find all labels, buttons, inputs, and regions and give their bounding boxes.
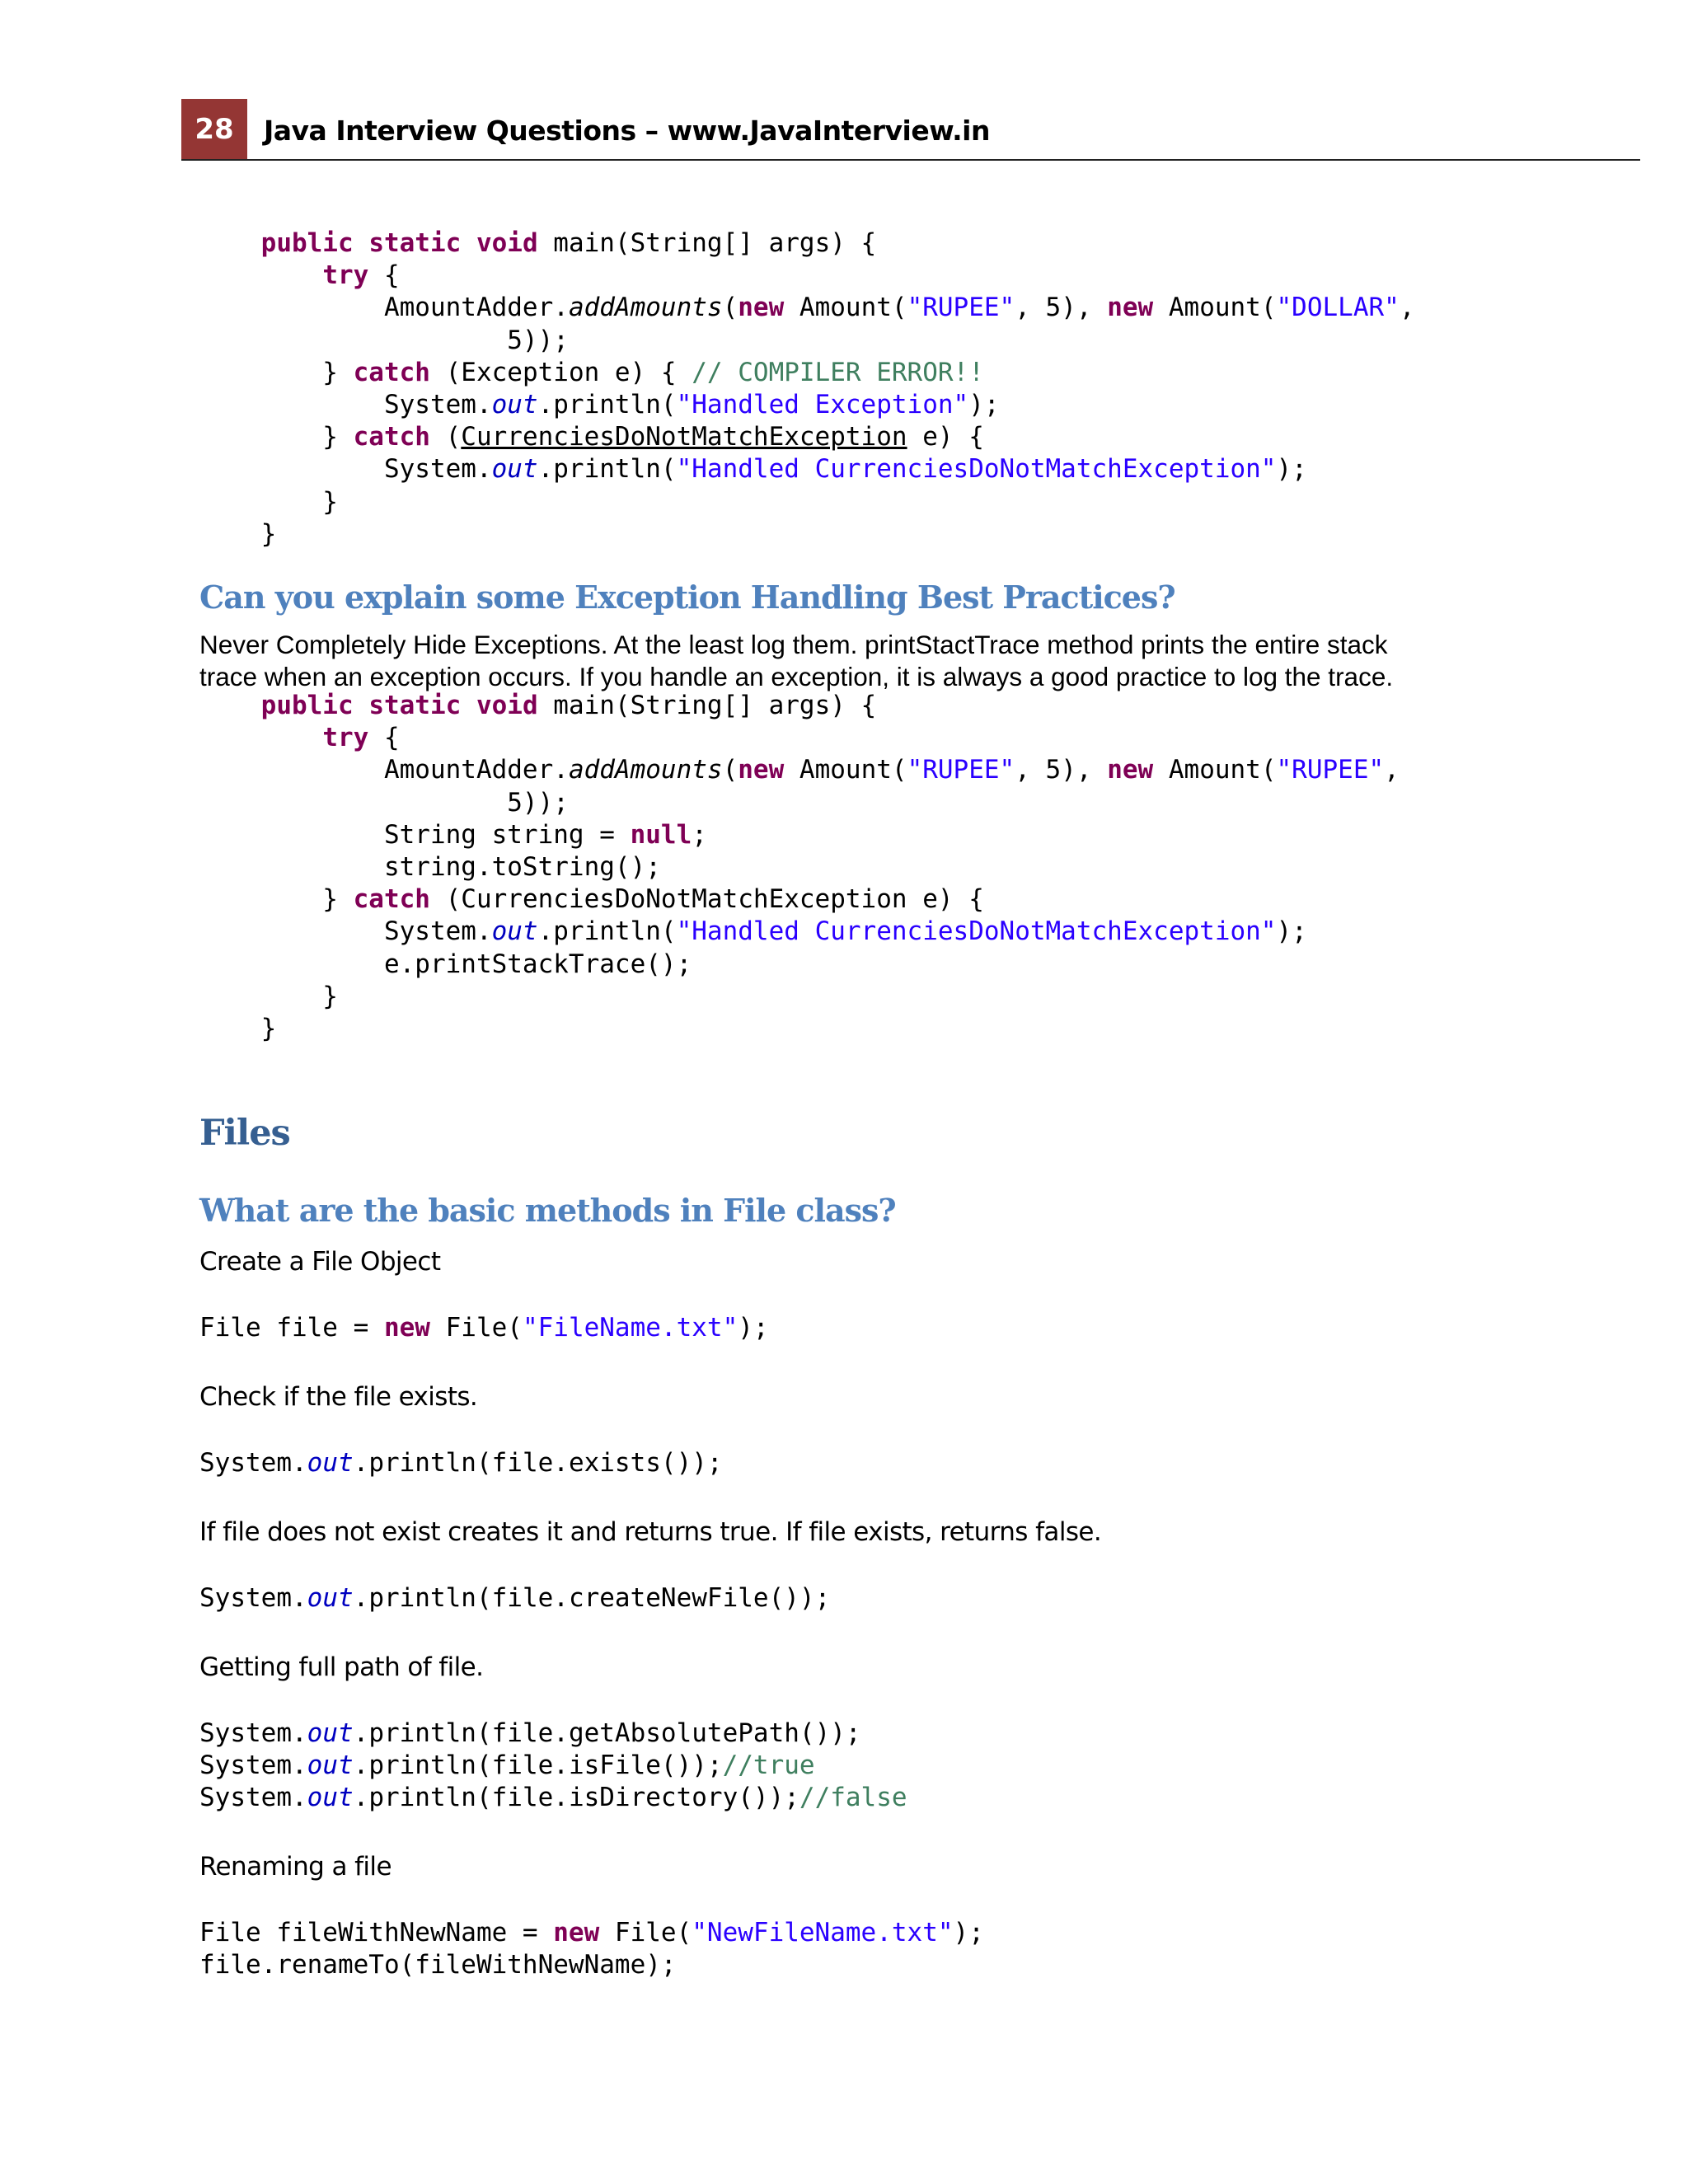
header-rule	[181, 159, 1640, 161]
paragraph-full-path: Getting full path of file.	[199, 1652, 484, 1682]
code-create-file: File file = new File("FileName.txt");	[199, 1313, 769, 1343]
code-create-new-file: System.out.println(file.createNewFile());	[199, 1583, 831, 1613]
code-full-path: System.out.println(file.getAbsolutePath()); System.out.println(file.isFile());//true System.out.println(file.isDirectory());//false	[199, 1718, 907, 1813]
code-rename-file: File fileWithNewName = new File("NewFileName.txt"); file.renameTo(fileWithNewName);	[199, 1918, 984, 1980]
paragraph-line: trace when an exception occurs. If you handle an exception, it is always a good practice to log the trace.	[199, 662, 1394, 691]
paragraph-rename-file: Renaming a file	[199, 1852, 392, 1882]
heading-exception-best-practices: Can you explain some Exception Handling Best Practices?	[199, 579, 1175, 616]
paragraph-best-practices	[199, 629, 1493, 693]
heading-files: Files	[199, 1113, 290, 1154]
heading-file-class-methods: What are the basic methods in File class?	[199, 1192, 896, 1229]
page-number: 28	[181, 99, 247, 160]
paragraph-create-new-file: If file does not exist creates it and returns true. If file exists, returns false.	[199, 1517, 1102, 1547]
code-check-exists: System.out.println(file.exists());	[199, 1448, 723, 1478]
paragraph-create-file: Create a File Object	[199, 1247, 441, 1277]
paragraph-check-exists: Check if the file exists.	[199, 1382, 478, 1412]
header-title: Java Interview Questions – www.JavaInterview.in	[264, 115, 990, 147]
code-block-compiler-error: public static void main(String[] args) { try { AmountAdder.addAmounts(new Amount("RUPEE", 5), new Amount("DOLLAR", 5)); } catch (Exception e) { // COMPILER ERROR!! System.out.println("Handled Exception"); } catch (CurrenciesDoNotMatchException e) { System.out.println("Handled CurrenciesDoNotMatchException"); } }	[199, 228, 1415, 549]
code-block-print-stack-trace: public static void main(String[] args) { try { AmountAdder.addAmounts(new Amount("RUPEE", 5), new Amount("RUPEE", 5)); String string = null; string.toString(); } catch (CurrenciesDoNotMatchException e) { System.out.println("Handled CurrenciesDoNotMatchException"); e.printStackTrace(); } }	[199, 691, 1400, 1043]
paragraph-line: Never Completely Hide Exceptions. At the least log them. printStactTrace method prints the entire stack	[199, 630, 1388, 659]
page-header	[181, 99, 1640, 162]
